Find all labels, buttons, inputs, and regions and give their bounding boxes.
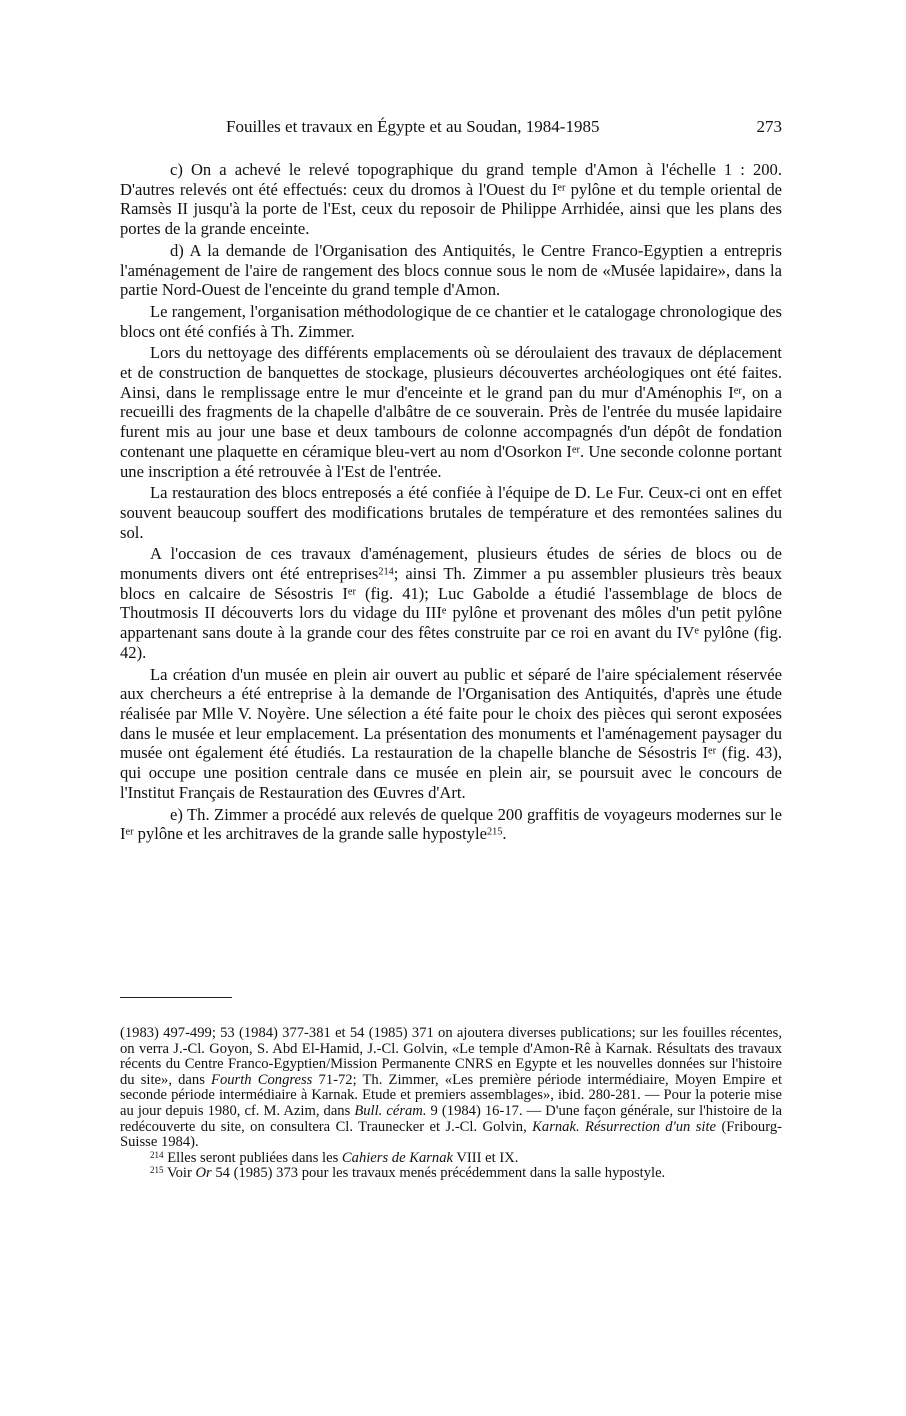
paragraph-e: e) Th. Zimmer a procédé aux relevés de quelque 200 graffitis de voyageurs modernes sur le Ier pylône et les architraves de la grande salle hypostyle$^{215}$. [120, 804, 782, 844]
paragraph-restauration: La restauration des blocs entreposés a été confiée à l'équipe de D. Le Fur. Ceux-ci ont en effet souvent beaucoup souffert des modifications brutales de température et des remontées salines du sol. [120, 483, 782, 542]
footnote-continuation: (1983) 497-499; 53 (1984) 377-381 et 54 (1985) 371 on ajoutera diverses publications; sur les fouilles récentes, on verra J.-Cl. Goyon, S. Abd El-Hamid, J.-Cl. Golvin, «Le temple d'Amon-Rê à Karnak. Résultats des travaux récents du Centre Franco-Egyptien/Mission Permanente CNRS en Egypte et les nouvelles données sur l'histoire du site», dans Fourth Congress 71-72; Th. Zimmer, «Les première période intermédiaire, Moyen Empire et seconde période intermédiaire à Karnak. Etude et premiers assemblages», ibid. 280-281. — Pour la poterie mise au jour depuis 1980, cf. M. Azim, dans Bull. céram. 9 (1984) 16-17. — D'une façon générale, sur l'histoire de la redécouverte du site, on consultera Cl. Traunecker et J.-Cl. Golvin, Karnak. Résurrection d'un site (Fribourg-Suisse 1984). [120, 1025, 782, 1151]
footnotes [120, 1026, 782, 1182]
footnote-215: $^{215}$ Voir Or 54 (1985) 373 pour les travaux menés précédemment dans la salle hypostyle. [150, 1165, 666, 1182]
page-number: 273 [756, 117, 782, 136]
paragraph-musee-plein-air: La création d'un musée en plein air ouvert au public et séparé de l'aire spécialement réservée aux chercheurs a été entreprise à la demande de l'Organisation des Antiquités, d'après une étude réalisée par Mlle V. Noyère. Une sélection a été faite pour le choix des pièces qui seront exposées dans le musée et leur emplacement. La présentation des monuments et l'aménagement paysager du musée ont également été étudiés. La restauration de la chapelle blanche de Sésostris Ier (fig. 43), qui occupe une position centrale dans ce musée en plein air, se poursuit avec le concours de l'Institut Français de Restauration des Œuvres d'Art. [120, 664, 782, 802]
paragraph-rangement: Le rangement, l'organisation méthodologique de ce chantier et le catalogage chronologique des blocs ont été confiés à Th. Zimmer. [120, 301, 782, 341]
paragraph-etudes: A l'occasion de ces travaux d'aménagement, plusieurs études de séries de blocs ou de monuments divers ont été entreprises$^{214}$; ainsi Th. Zimmer a pu assembler plusieurs très beaux blocs en calcaire de Sésostris Ier (fig. 41); Luc Gabolde a étudié l'assemblage de blocs de Thoutmosis II découverts lors du vidage du IIIe pylône et provenant des môles d'un petit pylône appartenant sans doute à la grande cour des fêtes construite par ce roi en avant du IVe pylône (fig. 42). [120, 544, 782, 662]
footnote-ref-215: 215 [486, 826, 503, 838]
paragraph-c: c) On a achevé le relevé topographique du grand temple d'Amon à l'échelle 1 : 200. D'autres relevés ont été effectués: ceux du dromos à l'Ouest du Ier pylône et du temple oriental de Ramsès II jusqu'à la porte de l'Est, ceux du reposoir de Philippe Arrhidée, ainsi que les plans des portes de la grande enceinte. [120, 160, 782, 239]
footnote-separator [120, 997, 232, 998]
footnote-214: $^{214}$ Elles seront publiées dans les Cahiers de Karnak VIII et IX. [150, 1149, 519, 1166]
main-text [120, 160, 782, 846]
paragraph-d: d) A la demande de l'Organisation des Antiquités, le Centre Franco-Egyptien a entrepris l'aménagement de l'aire de rangement des blocs connue sous le nom de «Musée lapidaire», dans la partie Nord-Ouest de l'enceinte du grand temple d'Amon. [120, 240, 782, 300]
paragraph-nettoyage: Lors du nettoyage des différents emplacements où se déroulaient des travaux de déplacement et de construction de banquettes de stockage, plusieurs découvertes archéologiques ont été faites. Ainsi, dans le remplissage entre le mur d'enceinte et le grand pan du mur d'Aménophis Ier, on a recueilli des fragments de la chapelle d'albâtre de ce souverain. Près de l'entrée du musée lapidaire furent mis au jour une base et deux tambours de colonne accompagnés d'un dépôt de fondation contenant une plaquette en céramique bleu-vert au nom d'Osorkon Ier. Une seconde colonne portant une inscription a été retrouvée à l'Est de l'entrée. [120, 343, 782, 481]
running-title: Fouilles et travaux en Égypte et au Soudan, 1984-1985 [226, 117, 600, 136]
footnote-ref-214: 214 [378, 566, 394, 578]
